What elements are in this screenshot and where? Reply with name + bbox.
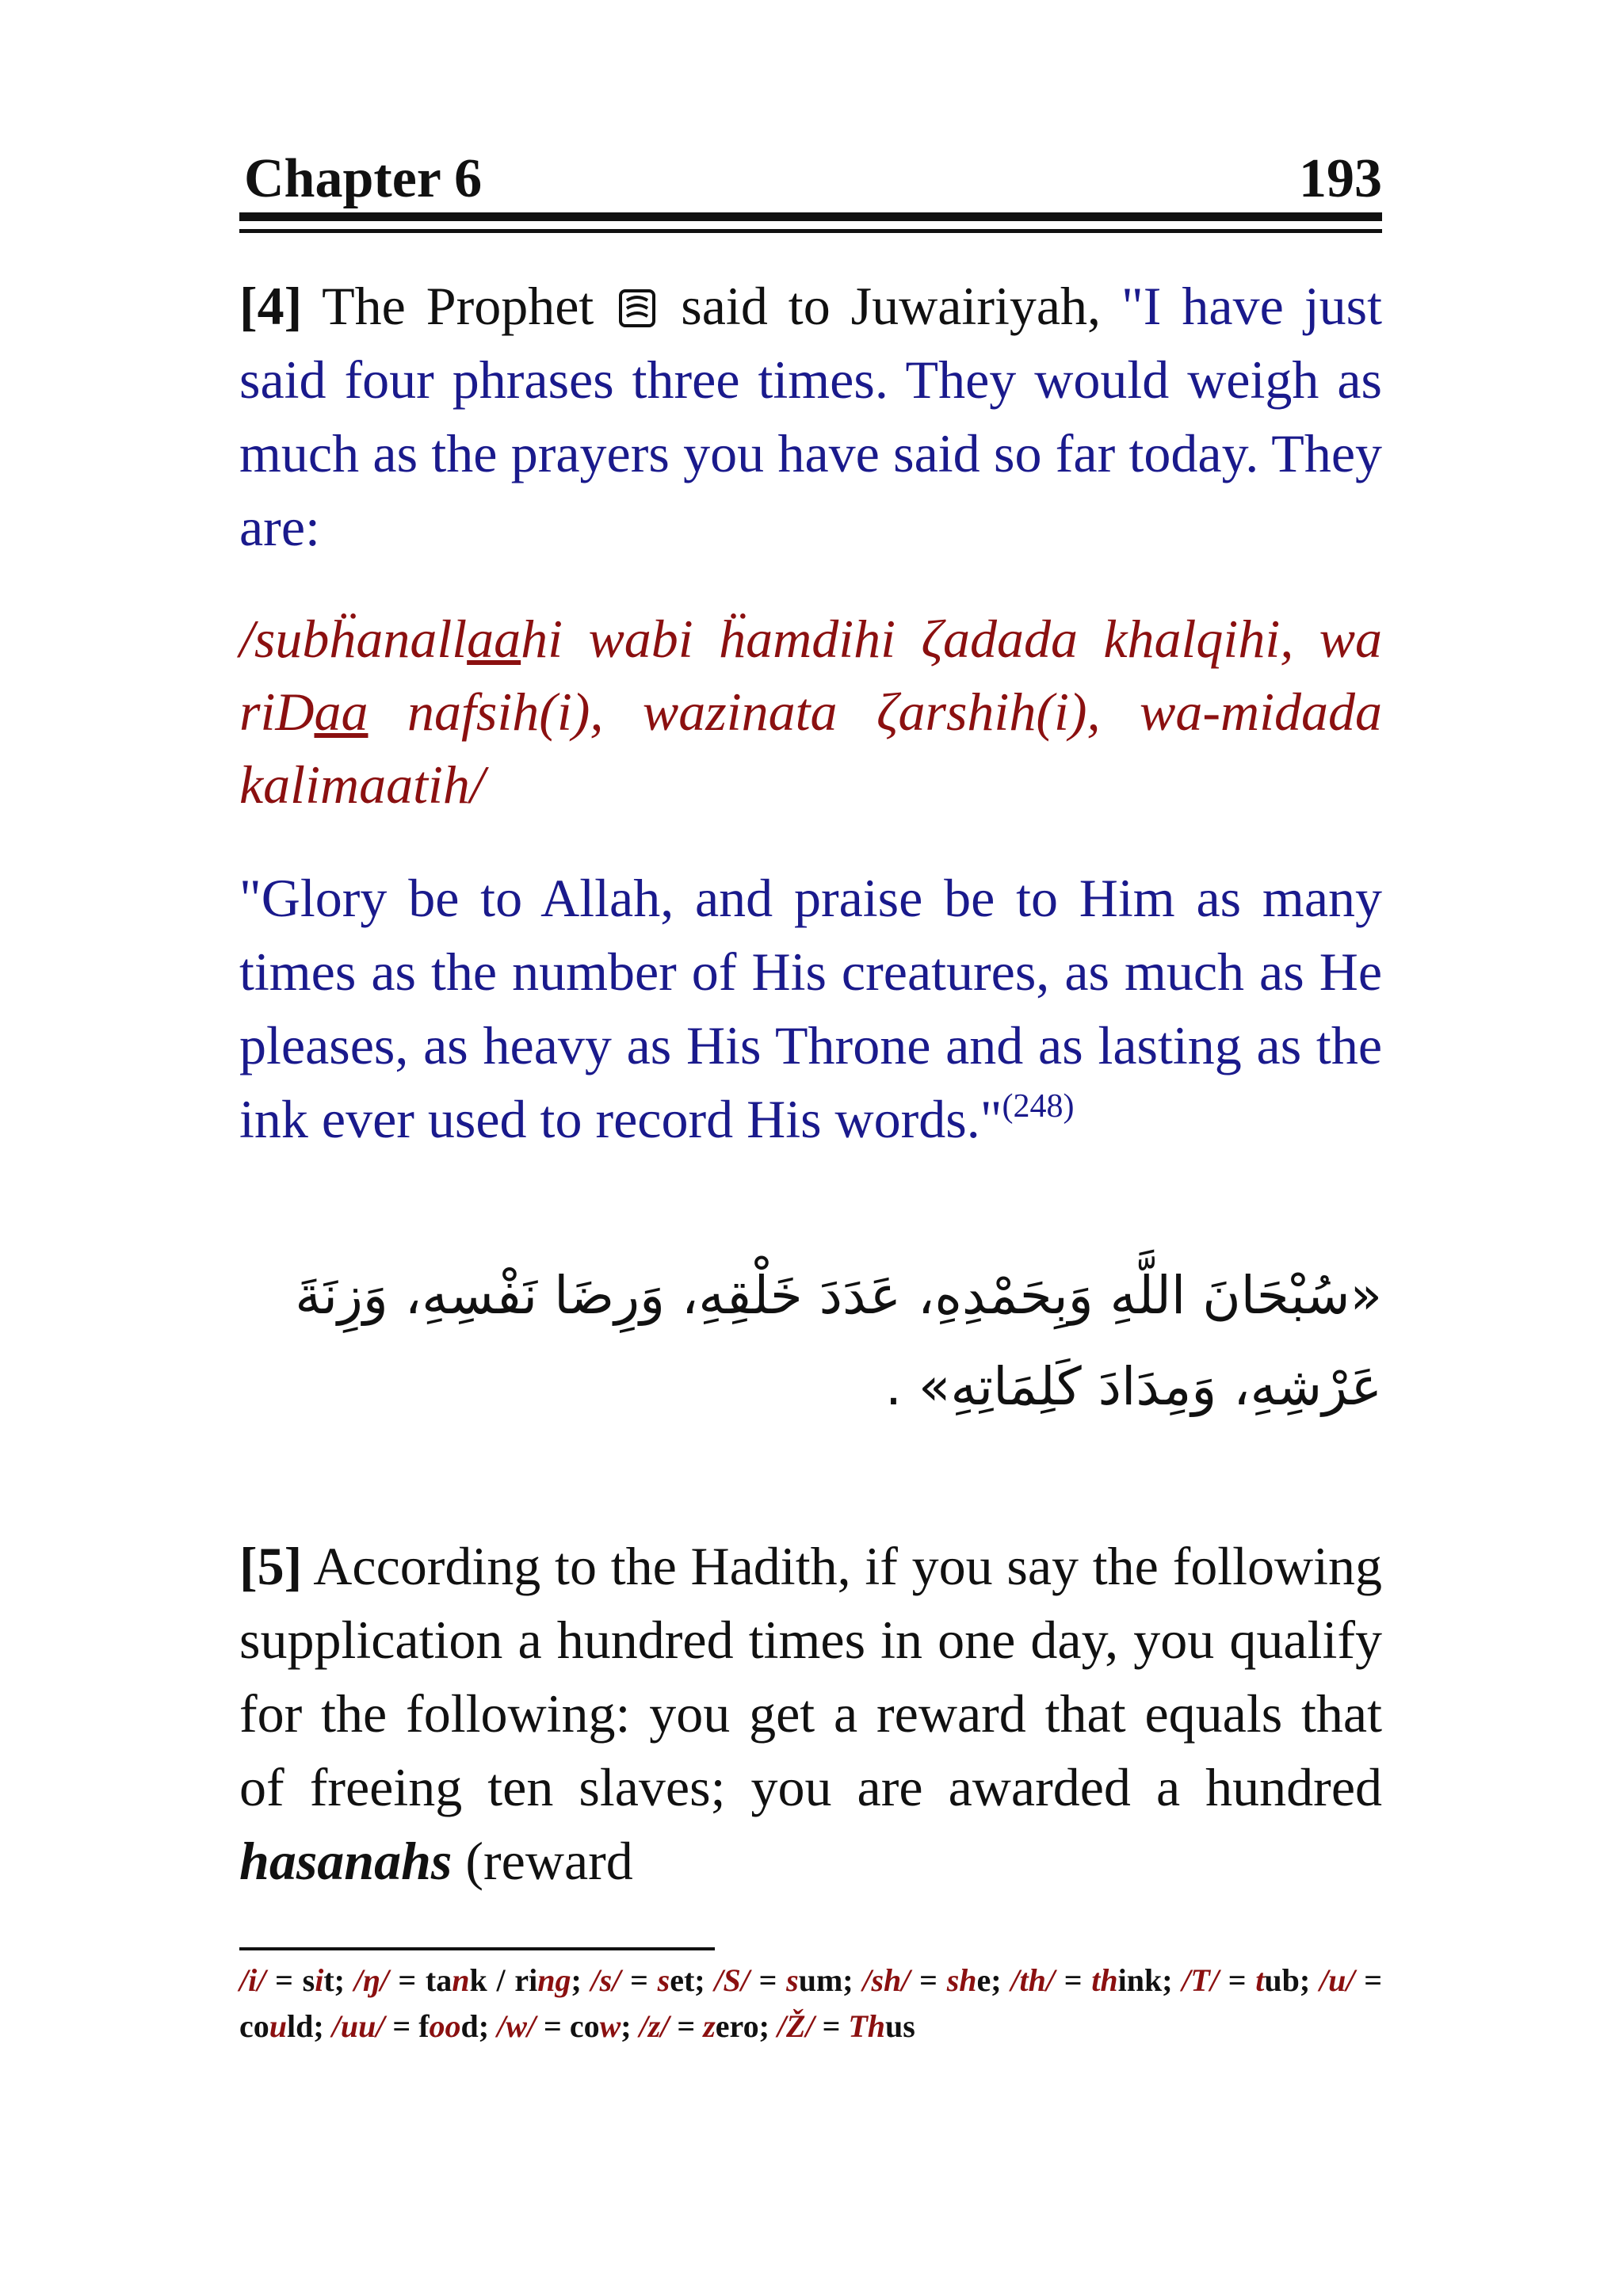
prophet-quote: "I have just said four phrases three times. They would weigh as much as the prayers you have said so far today. They are: (239, 276, 1383, 557)
running-header (239, 147, 1382, 211)
key-example-highlight: u (269, 2008, 288, 2044)
key-example: co (569, 2008, 600, 2044)
key-example: co (239, 2008, 269, 2044)
key-equals: = (621, 1962, 658, 1998)
key-equals: = (910, 1962, 947, 1998)
key-example-highlight: s (657, 1962, 670, 1998)
key-example: ero; (715, 2008, 777, 2044)
key-example-highlight: i (315, 1962, 324, 1998)
key-equals: = (536, 2008, 570, 2044)
paragraph-4 (239, 269, 1382, 564)
key-example: f (418, 2008, 430, 2044)
key-example: t; (323, 1962, 354, 1998)
paragraph-text: According to the Hadith, if you say the following supplication a hundred times in one day, you qualify for the following: you get a reward that equals that of freeing ten slaves; you are awarded a hundred (239, 1536, 1383, 1817)
key-symbol: /th/ (1010, 1962, 1055, 1998)
paragraph-said: said to Juwairiyah, (681, 276, 1102, 336)
key-symbol: /sh/ (862, 1962, 911, 1998)
translit-underlined: aa (467, 609, 521, 669)
key-example-highlight: th (1091, 1962, 1118, 1998)
key-equals: = (1354, 1962, 1382, 1998)
key-example-highlight: Th (848, 2008, 886, 2044)
arabic-line-1: «سُبْحَانَ اللَّهِ وَبِحَمْدِهِ، عَدَدَ خَلْقِهِ، وَرِضَا نَفْسِهِ، وَزِنَةَ (295, 1265, 1382, 1326)
key-symbol: /ŋ/ (353, 1962, 389, 1998)
key-equals: = (384, 2008, 419, 2044)
key-example-highlight: oo (429, 2008, 461, 2044)
header-rule-thick (239, 212, 1382, 221)
key-symbol: /Ž/ (777, 2008, 815, 2044)
key-equals: = (669, 2008, 704, 2044)
translit-part: nafsih(i), wazinata ζarshih(i), wa-midada kalimaatih/ (239, 682, 1382, 815)
book-page (239, 0, 1382, 2296)
pbuh-seal-icon (617, 288, 657, 329)
key-example: e; (976, 1962, 1011, 1998)
key-example-highlight: t (1255, 1962, 1265, 1998)
key-example: k / ri (469, 1962, 538, 1998)
chapter-label: Chapter 6 (244, 148, 483, 209)
translit-part: hi wabi ḧamdihi ζadada khalqihi, wa riD (239, 609, 1382, 742)
key-equals: = (1218, 1962, 1256, 1998)
key-example: us (885, 2008, 915, 2044)
key-example-highlight: z (703, 2008, 716, 2044)
paragraph-lead: The Prophet (322, 276, 594, 336)
key-example-highlight: n (452, 1962, 470, 1998)
key-equals: = (388, 1962, 426, 1998)
key-symbol: /u/ (1319, 1962, 1355, 1998)
translit-underlined: aa (314, 682, 369, 742)
paragraph-number: [5] (239, 1536, 303, 1596)
key-equals: = (1054, 1962, 1092, 1998)
translit-part: /subḧanall (239, 609, 468, 669)
key-example: ta (425, 1962, 453, 1998)
key-example: ub; (1264, 1962, 1319, 1998)
key-example: ; (621, 2008, 640, 2044)
key-example-highlight: ng (537, 1962, 571, 1998)
footnote-ref: (248) (1002, 1088, 1075, 1125)
hasanahs-term: hasanahs (239, 1831, 453, 1891)
key-example: s (302, 1962, 315, 1998)
key-example: um; (798, 1962, 863, 1998)
header-rule-thin (239, 229, 1382, 233)
page-number: 193 (1299, 148, 1382, 209)
key-example: et; (670, 1962, 715, 1998)
key-equals: = (265, 1962, 303, 1998)
key-symbol: /i/ (239, 1962, 266, 1998)
key-symbol: /T/ (1182, 1962, 1219, 1998)
key-equals: = (749, 1962, 787, 1998)
key-symbol: /S/ (714, 1962, 750, 1998)
english-gloss (239, 861, 1382, 1230)
paragraph-number: [4] (239, 276, 303, 336)
pronunciation-key (239, 1958, 1382, 2050)
key-symbol: /uu/ (331, 2008, 385, 2044)
footnote-rule (239, 1947, 715, 1950)
key-example-highlight: w (599, 2008, 621, 2044)
key-example: d; (460, 2008, 498, 2044)
key-example-highlight: sh (946, 1962, 977, 1998)
key-symbol: /s/ (590, 1962, 621, 1998)
key-symbol: /w/ (497, 2008, 537, 2044)
gloss-text: "Glory be to Allah, and praise be to Him as many times as the number of His creatures, as much as He pleases, as heavy as His Throne and as lasting as the ink ever used to record His words." (239, 868, 1382, 1149)
transliteration (239, 602, 1382, 832)
key-symbol: /z/ (639, 2008, 670, 2044)
paragraph-text-cont: (reward (465, 1831, 633, 1891)
arabic-line-2: عَرْشِهِ، وَمِدَادَ كَلِمَاتِهِ» . (885, 1356, 1382, 1417)
key-equals: = (814, 2008, 849, 2044)
key-example: ld; (287, 2008, 332, 2044)
key-example-highlight: s (786, 1962, 799, 1998)
key-separator: ; (571, 1962, 591, 1998)
key-example: ink; (1117, 1962, 1182, 1998)
paragraph-5 (239, 1530, 1382, 1902)
